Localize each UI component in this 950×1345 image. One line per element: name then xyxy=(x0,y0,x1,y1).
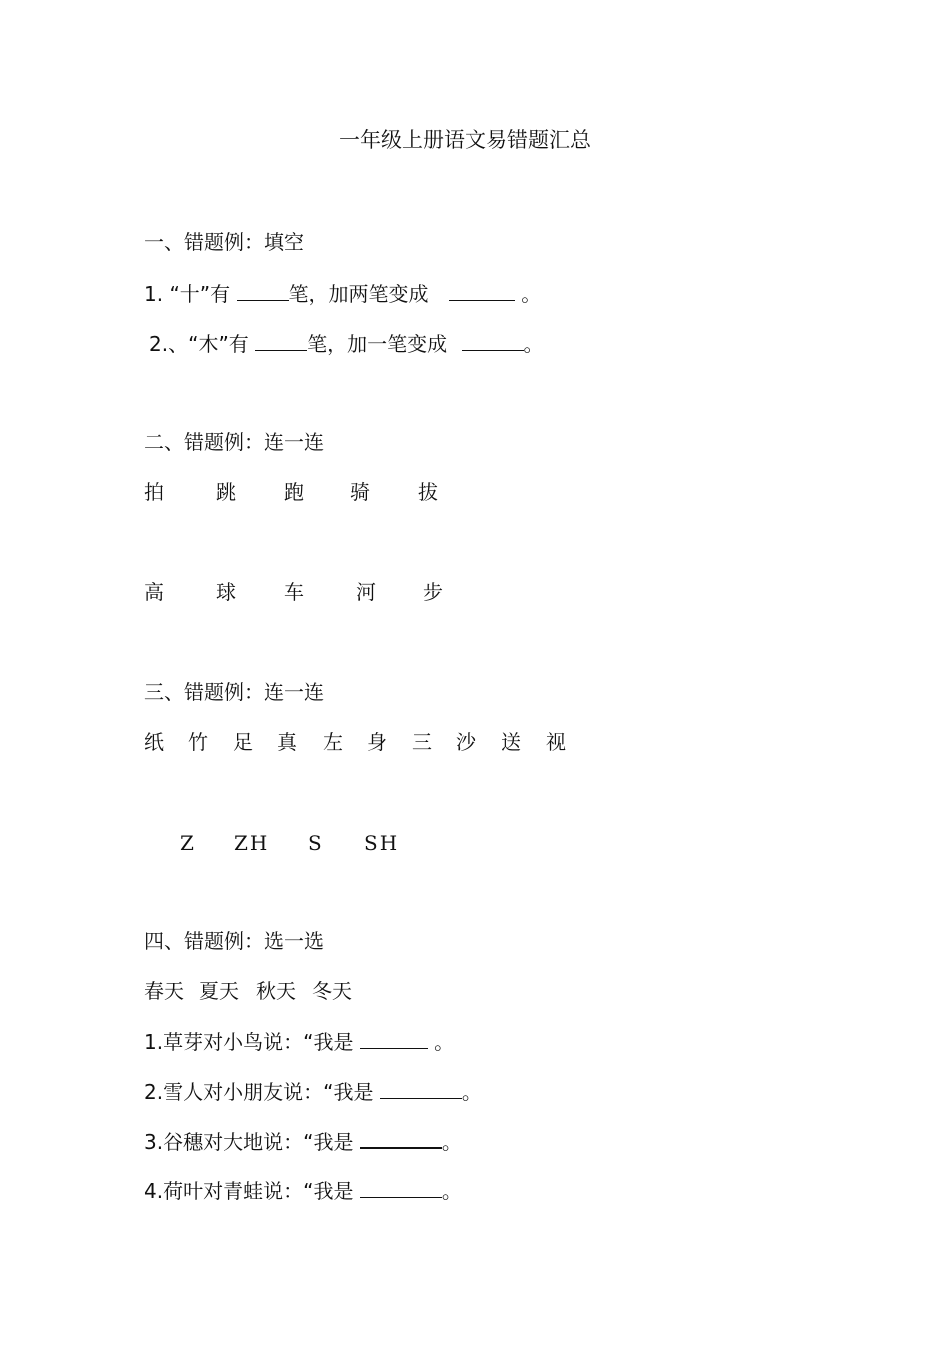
choice-question-3 xyxy=(144,1129,462,1154)
choice-question-end: 。 xyxy=(427,1030,455,1054)
choice-question-blank[interactable] xyxy=(360,1030,428,1049)
q2-text-mid: 笔，加一笔变成 xyxy=(307,332,454,356)
page-title: 一年级上册语文易错题汇总 xyxy=(339,128,591,152)
choice-question-1 xyxy=(144,1030,454,1054)
initial-sound-item[interactable]: Z xyxy=(180,831,196,855)
choice-question-text: 4.荷叶对青蛙说：“我是 xyxy=(144,1179,360,1203)
q1-blank-strokes[interactable] xyxy=(237,282,289,301)
character-item[interactable]: 纸 xyxy=(144,730,164,754)
q2-text-pre: 2.、“木”有 xyxy=(149,332,256,356)
fill-blank-question-2 xyxy=(149,332,544,356)
section-2-heading: 二、错题例：连一连 xyxy=(144,430,324,454)
initial-sound-item[interactable]: ZH xyxy=(234,831,270,855)
q2-blank-strokes[interactable] xyxy=(255,332,307,351)
character-item[interactable]: 三 xyxy=(412,730,432,754)
noun-item[interactable]: 车 xyxy=(284,580,304,604)
choice-question-end: 。 xyxy=(441,1179,462,1203)
choice-question-blank[interactable] xyxy=(360,1129,442,1149)
q1-text-post: 。 xyxy=(514,282,542,306)
season-option[interactable]: 冬天 xyxy=(312,979,352,1003)
character-item[interactable]: 左 xyxy=(323,730,343,754)
character-item[interactable]: 真 xyxy=(277,730,297,754)
noun-item[interactable]: 高 xyxy=(144,580,164,604)
choice-question-blank[interactable] xyxy=(360,1179,442,1198)
character-item[interactable]: 竹 xyxy=(188,730,208,754)
verb-item[interactable]: 拔 xyxy=(418,480,438,504)
section-4-heading: 四、错题例：选一选 xyxy=(144,929,324,953)
noun-item[interactable]: 球 xyxy=(216,580,236,604)
character-item[interactable]: 沙 xyxy=(456,730,476,754)
verb-item[interactable]: 跳 xyxy=(216,480,236,504)
initial-sound-item[interactable]: SH xyxy=(364,831,400,855)
q1-blank-word[interactable] xyxy=(449,282,515,301)
season-option[interactable]: 夏天 xyxy=(199,979,239,1003)
choice-question-end: 。 xyxy=(461,1080,482,1104)
noun-item[interactable]: 河 xyxy=(356,580,376,604)
character-item[interactable]: 送 xyxy=(501,730,521,754)
season-option[interactable]: 秋天 xyxy=(256,979,296,1003)
character-item[interactable]: 视 xyxy=(546,730,566,754)
choice-question-text: 1.草芽对小鸟说：“我是 xyxy=(144,1030,360,1054)
q1-text-mid: 笔，加两笔变成 xyxy=(288,282,435,306)
choice-question-text: 3.谷穗对大地说：“我是 xyxy=(144,1130,360,1154)
choice-question-blank[interactable] xyxy=(380,1080,462,1099)
q2-text-post: 。 xyxy=(523,332,544,356)
verb-item[interactable]: 跑 xyxy=(284,480,304,504)
verb-item[interactable]: 拍 xyxy=(144,480,164,504)
initial-sound-item[interactable]: S xyxy=(308,831,324,855)
choice-question-4 xyxy=(144,1179,462,1203)
choice-question-end: 。 xyxy=(441,1130,462,1154)
noun-item[interactable]: 步 xyxy=(423,580,443,604)
q1-text-pre: 1. “十”有 xyxy=(144,282,237,306)
section-1-heading: 一、错题例：填空 xyxy=(144,230,304,254)
section-3-heading: 三、错题例：连一连 xyxy=(144,680,324,704)
choice-question-2 xyxy=(144,1080,482,1104)
verb-item[interactable]: 骑 xyxy=(350,480,370,504)
character-item[interactable]: 足 xyxy=(233,730,253,754)
choice-question-text: 2.雪人对小朋友说：“我是 xyxy=(144,1080,380,1104)
fill-blank-question-1 xyxy=(144,282,541,306)
q2-blank-word[interactable] xyxy=(462,332,524,351)
character-item[interactable]: 身 xyxy=(367,730,387,754)
season-option[interactable]: 春天 xyxy=(144,979,184,1003)
